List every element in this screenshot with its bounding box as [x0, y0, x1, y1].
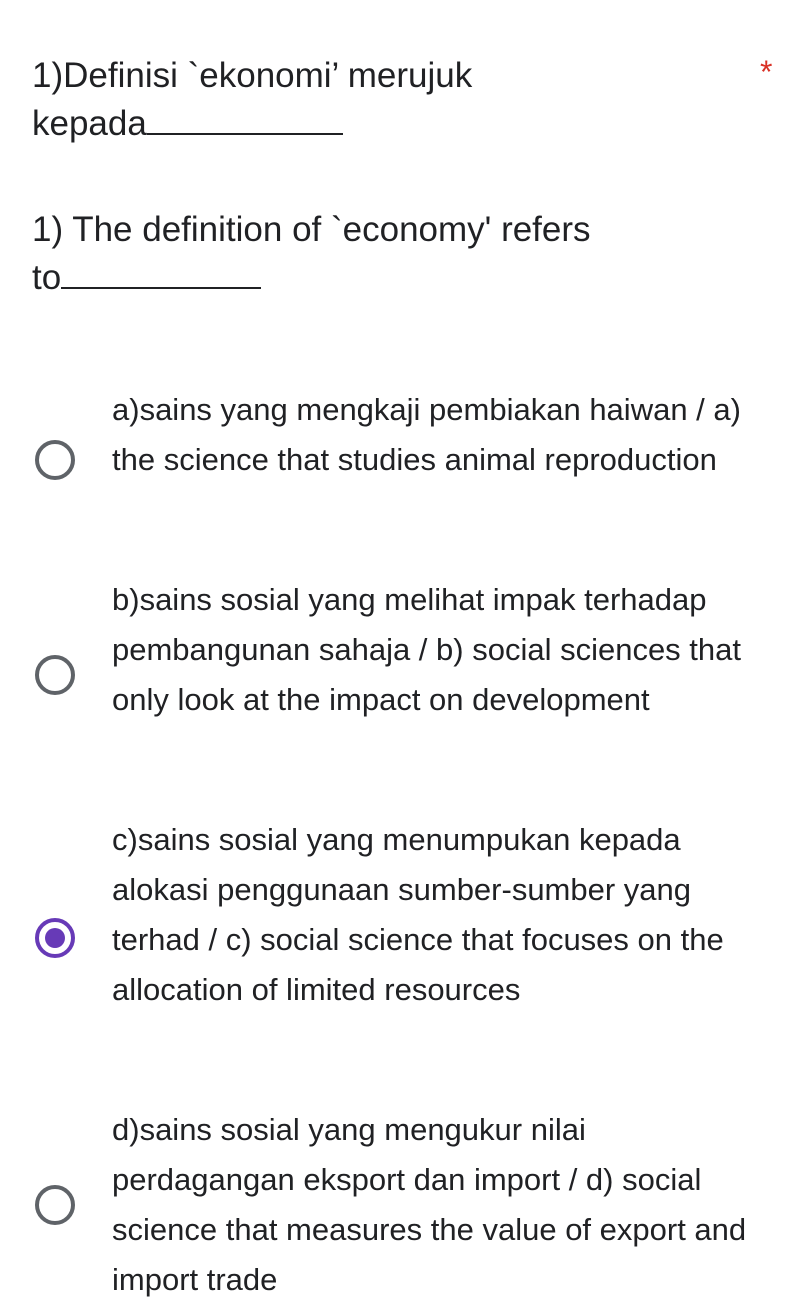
option-d-label: d)sains sosial yang mengukur nilai perdagangan eksport dan import / d) social science that measures the value of export and import trade	[112, 1112, 747, 1297]
option-c[interactable]	[0, 815, 786, 1065]
question-english-suffix: to	[32, 258, 62, 297]
radio-button-a[interactable]	[35, 440, 75, 480]
radio-button-b[interactable]	[35, 655, 75, 695]
answer-blank	[61, 257, 261, 289]
radio-button-d[interactable]	[35, 1185, 75, 1225]
option-a[interactable]	[0, 385, 786, 535]
question-malay	[32, 52, 732, 148]
question-english-prefix: 1) The definition of `economy' refers	[32, 210, 591, 249]
answer-blank	[147, 103, 343, 135]
option-a-label: a)sains yang mengkaji pembiakan haiwan / a) the science that studies animal reproduction	[112, 392, 741, 477]
question-malay-suffix: kepada	[32, 104, 147, 143]
radio-button-c[interactable]	[35, 918, 75, 958]
option-b[interactable]	[0, 575, 786, 775]
question-malay-prefix: 1)Definisi `ekonomi’ merujuk	[32, 56, 473, 95]
question-english	[32, 206, 732, 302]
option-c-label: c)sains sosial yang menumpukan kepada alokasi penggunaan sumber-sumber yang terhad / c) social science that focuses on the allocation of limited resources	[112, 822, 724, 1007]
option-d[interactable]	[0, 1105, 786, 1305]
question-title	[32, 52, 732, 302]
radio-selected-dot	[45, 928, 65, 948]
required-asterisk: *	[760, 54, 773, 90]
option-b-label: b)sains sosial yang melihat impak terhadap pembangunan sahaja / b) social sciences that only look at the impact on development	[112, 582, 742, 717]
